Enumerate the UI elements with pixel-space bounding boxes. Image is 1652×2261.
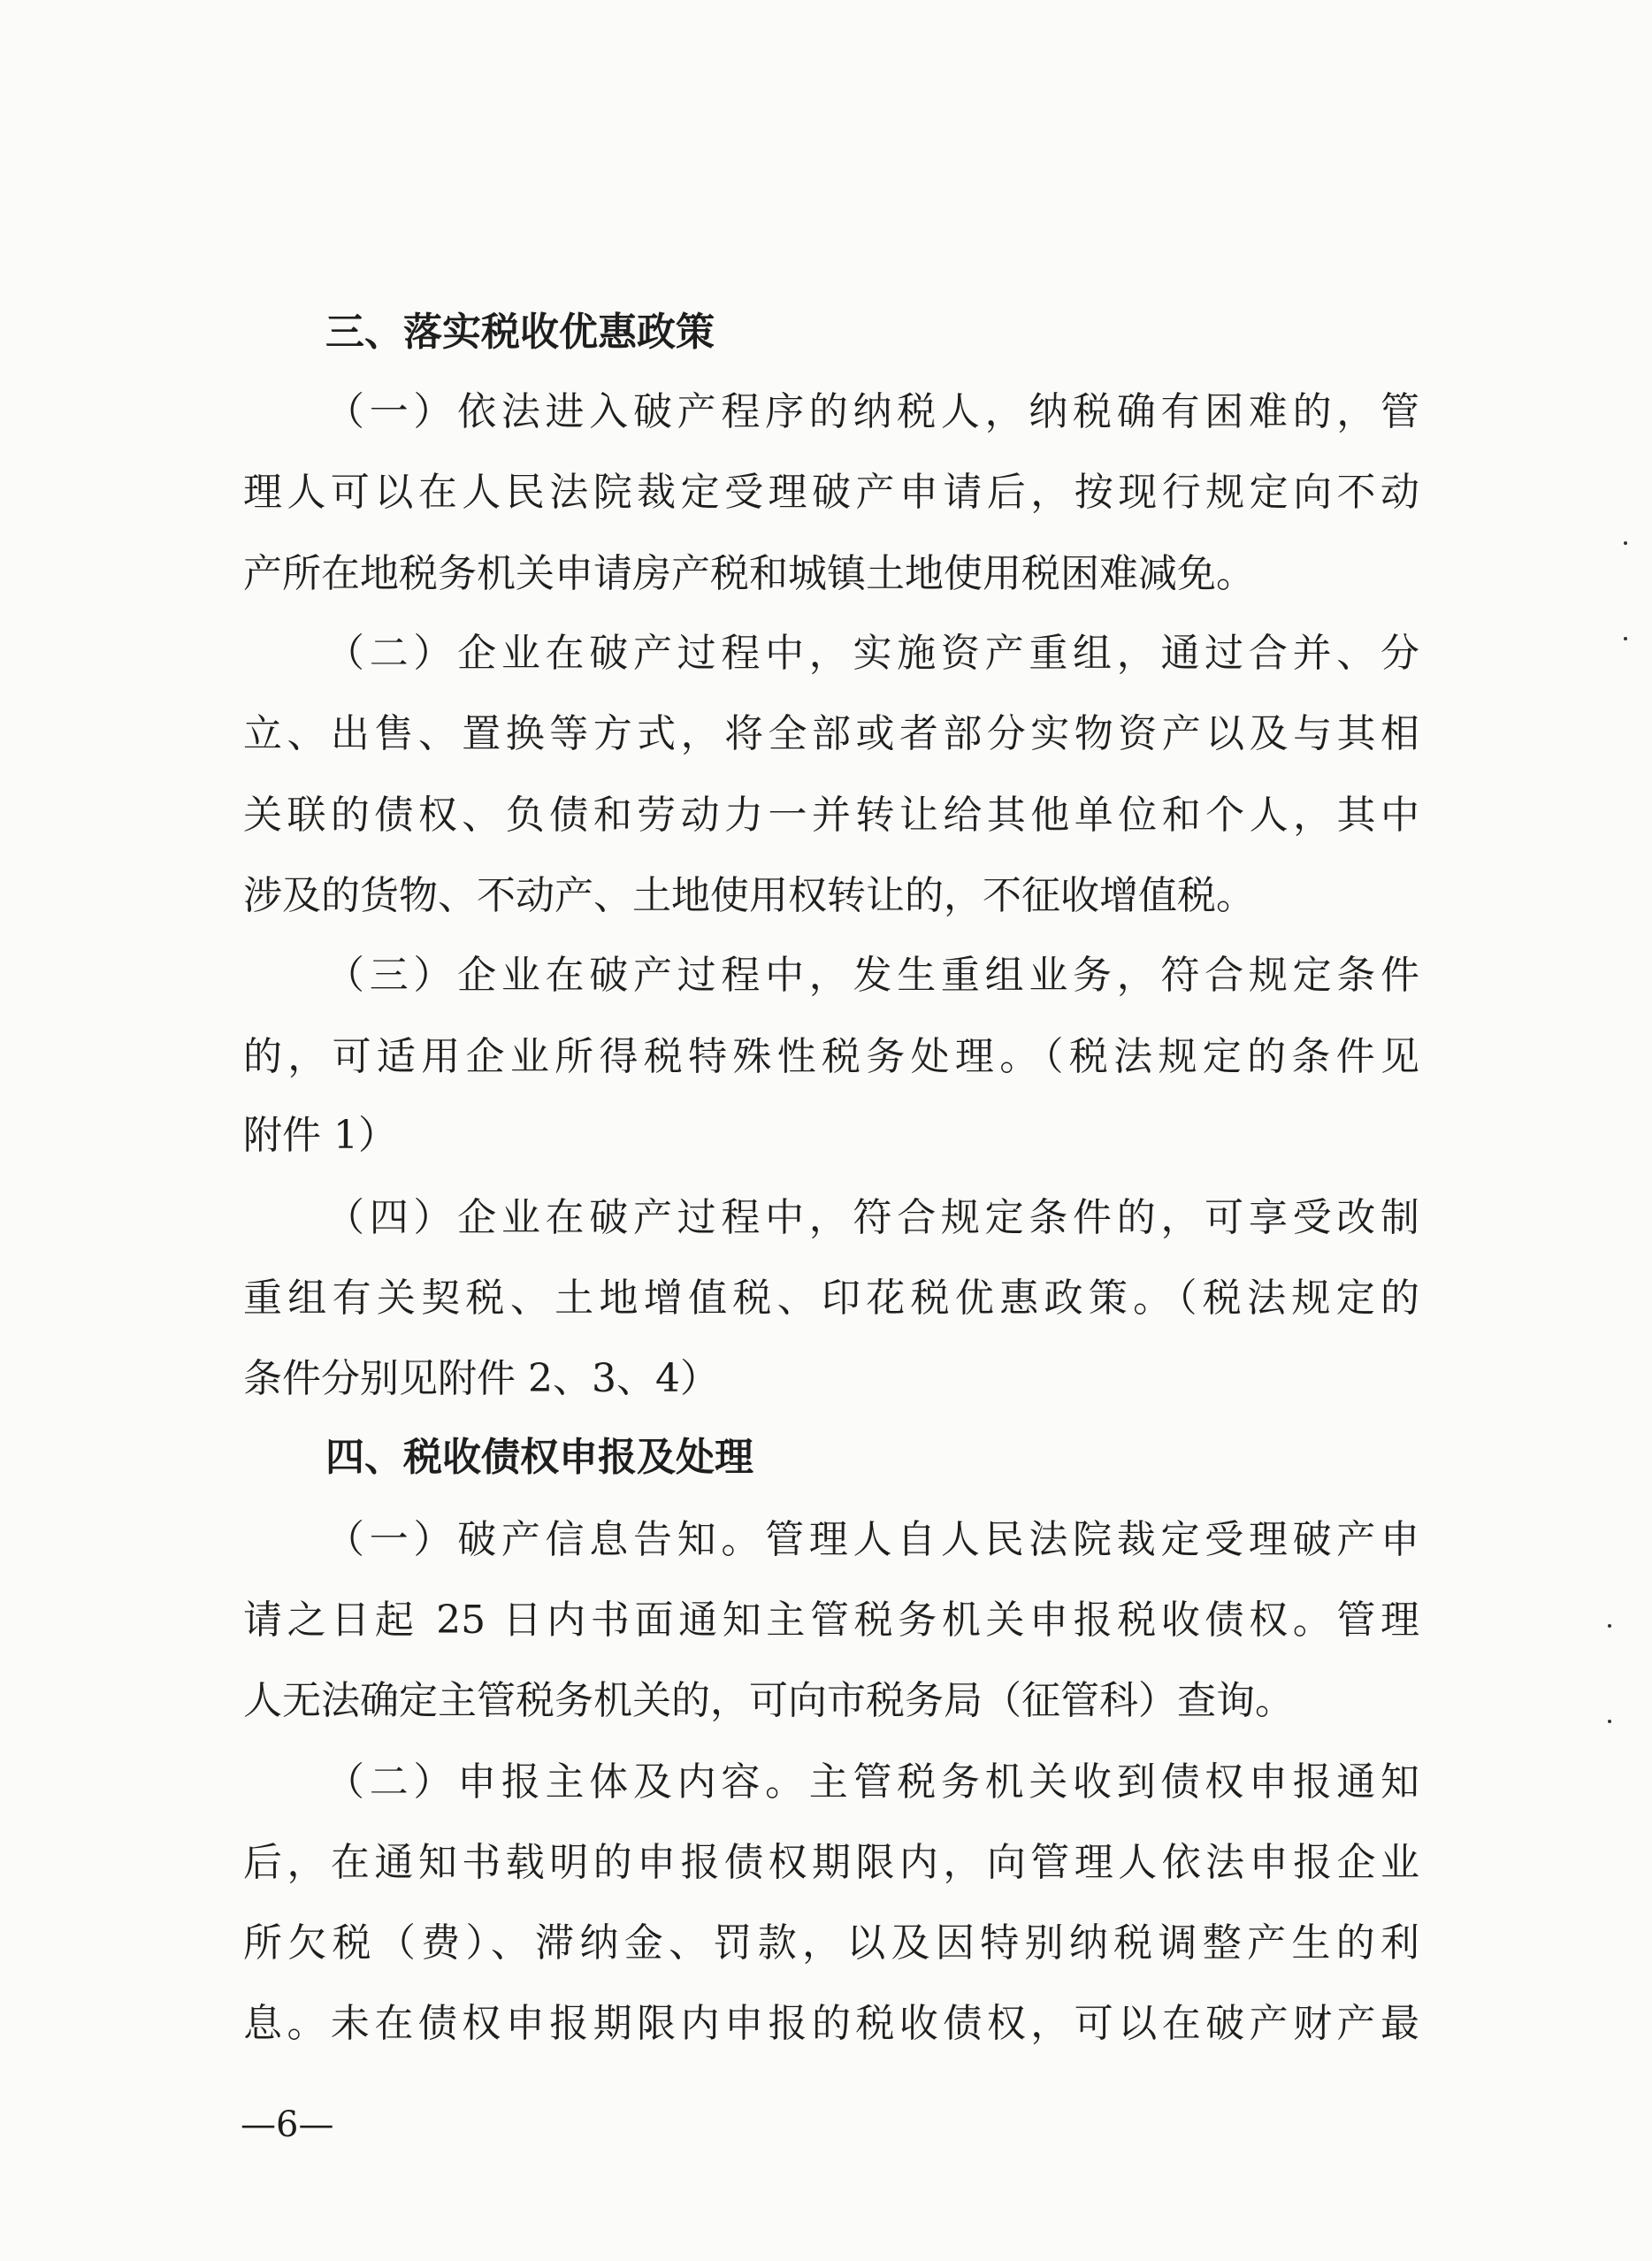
section-heading: 三、落实税收优惠政策 [325, 310, 715, 355]
scan-speck [1608, 1624, 1611, 1628]
paragraph-line: 的，可适用企业所得税特殊性税务处理。（税法规定的条件见 [243, 1034, 1419, 1079]
paragraph-line: 人无法确定主管税务机关的，可向市税务局（征管科）查询。 [243, 1678, 1294, 1723]
paragraph-line: 产所在地税务机关申请房产税和城镇土地使用税困难减免。 [243, 551, 1255, 596]
scan-speck [1624, 637, 1627, 640]
page-number: —6— [241, 2104, 334, 2145]
scan-speck [1608, 1720, 1611, 1723]
paragraph-line: 关联的债权、负债和劳动力一并转让给其他单位和个人，其中 [243, 793, 1419, 838]
paragraph-line: （一）依法进入破产程序的纳税人，纳税确有困难的，管 [325, 389, 1419, 434]
paragraph-line: 涉及的货物、不动产、土地使用权转让的，不征收增值税。 [243, 873, 1255, 918]
paragraph-line: （三）企业在破产过程中，发生重组业务，符合规定条件 [325, 953, 1419, 998]
paragraph-line: （二）企业在破产过程中，实施资产重组，通过合并、分 [325, 631, 1419, 676]
paragraph-line: （四）企业在破产过程中，符合规定条件的，可享受改制 [325, 1195, 1419, 1240]
paragraph-line: 后，在通知书载明的申报债权期限内，向管理人依法申报企业 [243, 1840, 1419, 1885]
paragraph-line: 请之日起 25 日内书面通知主管税务机关申报税收债权。管理 [243, 1598, 1419, 1643]
section-heading: 四、税收债权申报及处理 [325, 1435, 753, 1480]
paragraph-line: 息。未在债权申报期限内申报的税收债权，可以在破产财产最 [243, 2001, 1419, 2046]
paragraph-line: 条件分别见附件 2、3、4） [243, 1356, 719, 1401]
paragraph-line: 理人可以在人民法院裁定受理破产申请后，按现行规定向不动 [243, 470, 1419, 515]
paragraph-line: （二）申报主体及内容。主管税务机关收到债权申报通知 [325, 1759, 1419, 1805]
paragraph-line: 附件 1） [243, 1113, 397, 1158]
scan-speck [1624, 541, 1627, 545]
paragraph-line: 立、出售、置换等方式，将全部或者部分实物资产以及与其相 [243, 711, 1419, 756]
paragraph-line: 重组有关契税、土地增值税、印花税优惠政策。（税法规定的 [243, 1276, 1419, 1321]
paragraph-line: （一）破产信息告知。管理人自人民法院裁定受理破产申 [325, 1517, 1419, 1562]
paragraph-line: 所欠税（费）、滞纳金、罚款，以及因特别纳税调整产生的利 [243, 1920, 1419, 1966]
